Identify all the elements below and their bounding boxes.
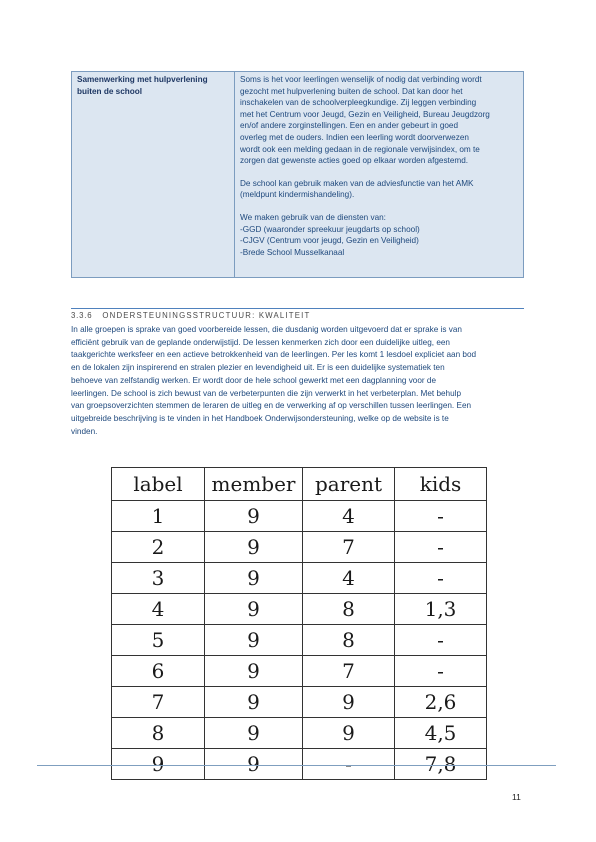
cell-member: 9 — [205, 749, 303, 780]
header-kids: kids — [395, 468, 487, 501]
table-row — [112, 687, 487, 718]
cell-label: 2 — [112, 532, 205, 563]
cell-kids: 7,8 — [395, 749, 487, 780]
info-paragraph-3 — [240, 212, 518, 258]
section-body — [71, 324, 529, 438]
table-row — [112, 501, 487, 532]
section-heading — [71, 311, 311, 320]
cell-kids: - — [395, 563, 487, 594]
table-row — [112, 594, 487, 625]
text-line: taakgerichte werksfeer en een actieve betrokkenheid van de leerlingen. Per les komt 1 lesdoel expliciet aan bod — [71, 350, 477, 360]
cell-kids: - — [395, 625, 487, 656]
header-member: member — [205, 468, 303, 501]
cooperation-info-table — [71, 71, 524, 278]
cell-kids: - — [395, 501, 487, 532]
table-row — [112, 749, 487, 780]
image-bottom-divider — [37, 765, 556, 766]
text-line: Soms is het voor leerlingen wenselijk of nodig dat verbinding wordt — [240, 75, 482, 84]
table-row — [112, 563, 487, 594]
table-row — [112, 656, 487, 687]
cell-kids: - — [395, 656, 487, 687]
header-parent: parent — [303, 468, 395, 501]
cell-member: 9 — [205, 687, 303, 718]
cell-label: 8 — [112, 718, 205, 749]
text-line: overleg met de ouders. Indien een leerling wordt doorverwezen — [240, 132, 469, 142]
cell-parent: 7 — [303, 656, 395, 687]
text-line: met het Centrum voor Jeugd, Gezin en Veiligheid, Bureau Jeugdzorg — [240, 109, 490, 119]
info-table-content — [235, 72, 523, 277]
text-line: leerlingen. De school is zich bewust van de verbeterpunten die zijn verwerkt in het verbeterplan. Met behulp — [71, 388, 462, 398]
cell-parent: 7 — [303, 532, 395, 563]
cell-parent: 8 — [303, 594, 395, 625]
cell-parent: 8 — [303, 625, 395, 656]
text-line: gezocht met hulpverlening buiten de school. Dat kan door het — [240, 86, 463, 96]
section-title: ONDERSTEUNINGSSTRUCTUUR: KWALITEIT — [102, 311, 311, 320]
text-line: vinden. — [71, 426, 98, 436]
cell-label: 3 — [112, 563, 205, 594]
cell-member: 9 — [205, 532, 303, 563]
cell-kids: 2,6 — [395, 687, 487, 718]
page-number: 11 — [512, 792, 521, 802]
table-header-row — [112, 468, 487, 501]
text-line: -Brede School Musselkanaal — [240, 247, 345, 257]
cell-parent: 9 — [303, 718, 395, 749]
text-line: zorgen dat gewenste acties goed op elkaar worden afgestemd. — [240, 156, 469, 166]
text-line: efficiënt gebruik van de geplande onderwijstijd. De lessen kenmerken zich door een duidelijke uitleg, een — [71, 337, 450, 347]
cell-member: 9 — [205, 718, 303, 749]
text-line: van groepsoverzichten stemmen de leraren de uitleg en de verwerking af op verschillen tussen leerlingen. Een — [71, 401, 472, 411]
cell-label: 9 — [112, 749, 205, 780]
header-label: label — [112, 468, 205, 501]
text-line: uitgebreide beschrijving is te vinden in het Handboek Onderwijsondersteuning, welke op de website is te — [71, 413, 449, 423]
cell-kids: 4,5 — [395, 718, 487, 749]
info-paragraph-2 — [240, 178, 518, 201]
cell-label: 4 — [112, 594, 205, 625]
text-line: -CJGV (Centrum voor jeugd, Gezin en Veiligheid) — [240, 236, 419, 246]
info-paragraph-1 — [240, 74, 518, 167]
text-line: wordt ook een melding gedaan in de regionale verwijsindex, om te — [240, 144, 480, 154]
text-line: -GGD (waaronder spreekuur jeugdarts op school) — [240, 224, 420, 234]
cell-parent: 4 — [303, 501, 395, 532]
cell-label: 1 — [112, 501, 205, 532]
table-row — [112, 625, 487, 656]
cell-kids: 1,3 — [395, 594, 487, 625]
cell-parent: 4 — [303, 563, 395, 594]
text-line: behoeve van zelfstandig werken. Er wordt door de hele school gewerkt met een dagplanning voor de — [71, 375, 437, 385]
cell-member: 9 — [205, 656, 303, 687]
text-line: inschakelen van de schoolverpleegkundige. Zij leggen verbinding — [240, 98, 477, 108]
cell-label: 6 — [112, 656, 205, 687]
text-line: (meldpunt kindermishandeling). — [240, 190, 355, 200]
section-number: 3.3.6 — [71, 311, 93, 320]
table-row — [112, 718, 487, 749]
section-divider — [71, 308, 524, 309]
cell-parent: 9 — [303, 687, 395, 718]
info-table-heading: Samenwerking met hulpverlening buiten de school — [72, 72, 235, 277]
text-line: In alle groepen is sprake van goed voorbereide lessen, die dusdanig worden uitgevoerd dat er sprake is van — [71, 325, 462, 334]
cell-label: 5 — [112, 625, 205, 656]
cell-member: 9 — [205, 501, 303, 532]
cell-member: 9 — [205, 594, 303, 625]
cell-member: 9 — [205, 563, 303, 594]
text-line: We maken gebruik van de diensten van: — [240, 212, 386, 222]
table-row — [112, 532, 487, 563]
text-line: en/of andere zorginstellingen. Een en ander gebeurt in goed — [240, 121, 459, 131]
cell-member: 9 — [205, 625, 303, 656]
cell-parent: - — [303, 749, 395, 780]
text-line: De school kan gebruik maken van de adviesfunctie van het AMK — [240, 178, 474, 188]
text-line: en de lokalen zijn inspirerend en stralen plezier en levendigheid uit. Er is een duidelijke systematiek ten — [71, 363, 445, 373]
label-member-table — [111, 467, 487, 780]
cell-kids: - — [395, 532, 487, 563]
cell-label: 7 — [112, 687, 205, 718]
